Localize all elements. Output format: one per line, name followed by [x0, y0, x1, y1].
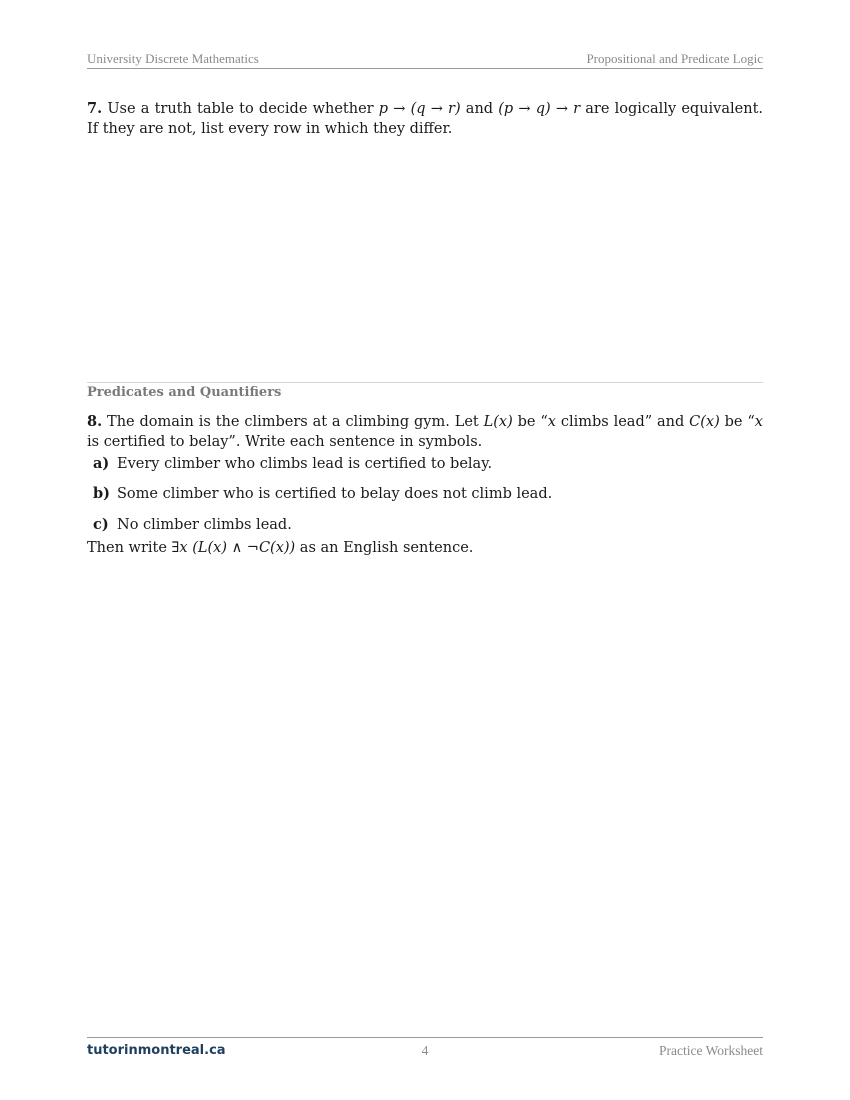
header-topic-title: Propositional and Predicate Logic	[586, 51, 763, 66]
subpart-text: Every climber who climbs lead is certified to belay.	[117, 456, 493, 472]
section-divider	[87, 382, 763, 383]
math-expression: p → (q → r)	[378, 101, 461, 117]
follow-up-instruction	[87, 538, 763, 558]
instruction-text: Then write	[87, 540, 172, 556]
question-text: The domain is the climbers at a climbing gym. Let	[102, 414, 484, 430]
question-text: is certified to belay”. Write each sentence in symbols.	[87, 434, 483, 450]
subpart-b	[93, 484, 552, 504]
page-header	[87, 50, 763, 69]
question-7	[87, 99, 763, 139]
question-text: be “	[719, 414, 755, 430]
question-number: 8.	[87, 413, 103, 430]
subpart-c	[93, 515, 292, 535]
math-variable: x	[547, 414, 556, 430]
math-expression: (p → q) → r	[498, 101, 581, 117]
subpart-label: c)	[93, 516, 109, 533]
subpart-a	[93, 454, 492, 474]
question-text: be “	[512, 414, 548, 430]
math-expression: C(x)	[689, 414, 720, 430]
question-text: Use a truth table to decide whether	[102, 101, 379, 117]
question-text: and	[460, 101, 499, 117]
subpart-label: b)	[93, 485, 110, 502]
section-title: Predicates and Quantifiers	[87, 385, 282, 400]
header-course-title: University Discrete Mathematics	[87, 51, 259, 66]
math-expression: ∃x (L(x) ∧ ¬C(x))	[171, 540, 296, 556]
page-footer	[87, 1037, 763, 1062]
subpart-text: No climber climbs lead.	[117, 517, 292, 533]
math-variable: x	[754, 414, 763, 430]
subpart-label: a)	[93, 455, 110, 472]
question-8	[87, 412, 763, 452]
footer-site-link[interactable]: tutorinmontreal.ca	[87, 1043, 226, 1058]
footer-label: Practice Worksheet	[659, 1043, 763, 1058]
math-expression: L(x)	[483, 414, 513, 430]
question-number: 7.	[87, 100, 103, 117]
question-text: climbs lead” and	[555, 414, 690, 430]
subpart-text: Some climber who is certified to belay does not climb lead.	[117, 486, 553, 502]
question-text: are logically equivalent. If they are not, list every row in which they differ.	[87, 101, 764, 137]
page-number: 4	[421, 1043, 429, 1058]
instruction-text: as an English sentence.	[295, 540, 474, 556]
